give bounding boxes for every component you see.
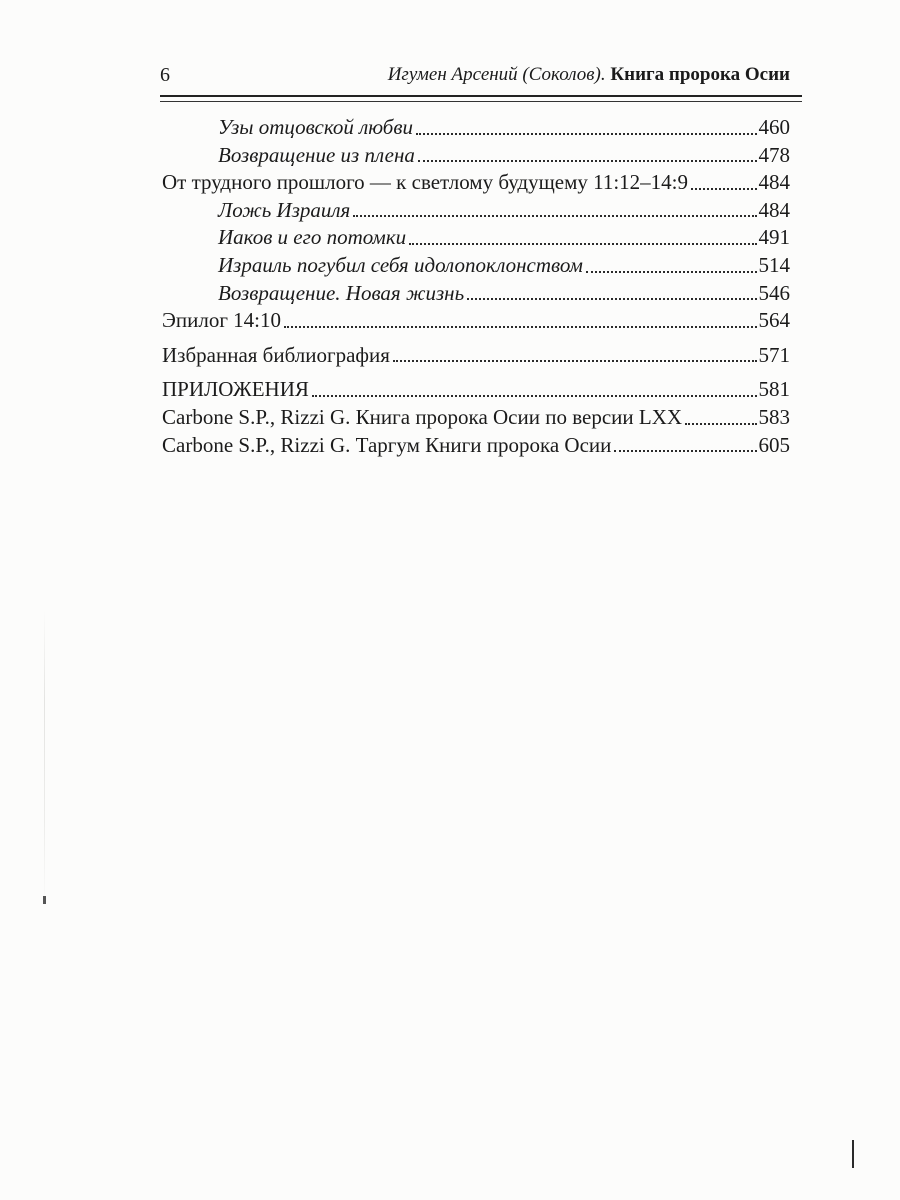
dot-leader: [353, 215, 756, 217]
toc-entry: [162, 307, 790, 335]
dot-leader: [284, 326, 756, 328]
dot-leader: [409, 243, 756, 245]
toc-entry-page: 460: [758, 115, 790, 139]
toc-entry-title: Carbone S.P., Rizzi G. Таргум Книги пророка Осии: [162, 432, 612, 457]
table-of-contents: [162, 114, 790, 459]
scan-edge-shadow: [44, 610, 45, 910]
scan-edge-mark: [852, 1140, 854, 1168]
toc-entry-page: 564: [758, 308, 790, 333]
toc-entry: [162, 224, 790, 252]
toc-entry-title: От трудного прошлого — к светлому будущему 11:12–14:9: [162, 170, 688, 195]
header-text: [388, 60, 790, 90]
toc-entry: [162, 376, 790, 404]
dot-leader: [416, 133, 757, 135]
toc-entry-page: 514: [758, 252, 790, 277]
dot-leader: [393, 360, 757, 362]
toc-entry: [162, 252, 790, 280]
toc-entry-page: 546: [758, 280, 790, 305]
toc-entry-title: Иаков и его потомки: [218, 225, 407, 250]
toc-entry-title: Возвращение из плена: [218, 142, 415, 167]
toc-entry: [162, 197, 790, 225]
toc-entry: [162, 280, 790, 308]
toc-entry: [162, 342, 790, 370]
toc-entry-title: Carbone S.P., Rizzi G. Книга пророка Осии по версии LXX: [162, 404, 683, 429]
toc-entry-title: Израиль погубил себя идолопоклонством: [218, 252, 583, 277]
toc-entry-page: 583: [758, 404, 790, 429]
header-rule-thin: [160, 101, 802, 102]
toc-entry-page: 571: [758, 342, 790, 367]
toc-entry-page: 484: [758, 170, 790, 195]
dot-leader: [614, 450, 756, 452]
toc-entry: [162, 169, 790, 197]
toc-entry-page: 484: [758, 197, 790, 222]
toc-entry-title: Возвращение. Новая жизнь: [218, 280, 465, 305]
toc-entry-title: Избранная библиография: [162, 342, 390, 367]
toc-entry-title: Эпилог 14:10: [162, 308, 282, 333]
header-rule-thick: [160, 95, 802, 97]
toc-entry-page: 491: [758, 225, 790, 250]
header-book-title: Книга пророка Осии: [610, 64, 790, 85]
dot-leader: [691, 188, 757, 190]
dot-leader: [467, 298, 756, 300]
scan-edge-speck: [43, 896, 46, 904]
toc-entry-page: 478: [758, 142, 790, 167]
dot-leader: [685, 423, 756, 425]
toc-entry: [162, 142, 790, 170]
toc-entry: [162, 432, 790, 460]
toc-entry: [162, 114, 790, 142]
dot-leader: [312, 395, 757, 397]
dot-leader: [418, 160, 757, 162]
dot-leader: [586, 271, 757, 273]
toc-entry-page: 605: [758, 432, 790, 457]
toc-entry-title: Ложь Израиля: [218, 197, 351, 222]
toc-entry-title: Узы отцовской любви: [218, 115, 413, 139]
toc-entry-page: 581: [758, 377, 790, 402]
toc-entry-title: ПРИЛОЖЕНИЯ: [162, 377, 309, 402]
page-number: 6: [160, 64, 170, 86]
running-header: [160, 60, 790, 90]
header-author: Игумен Арсений (Соколов).: [387, 64, 606, 85]
toc-entry: [162, 404, 790, 432]
